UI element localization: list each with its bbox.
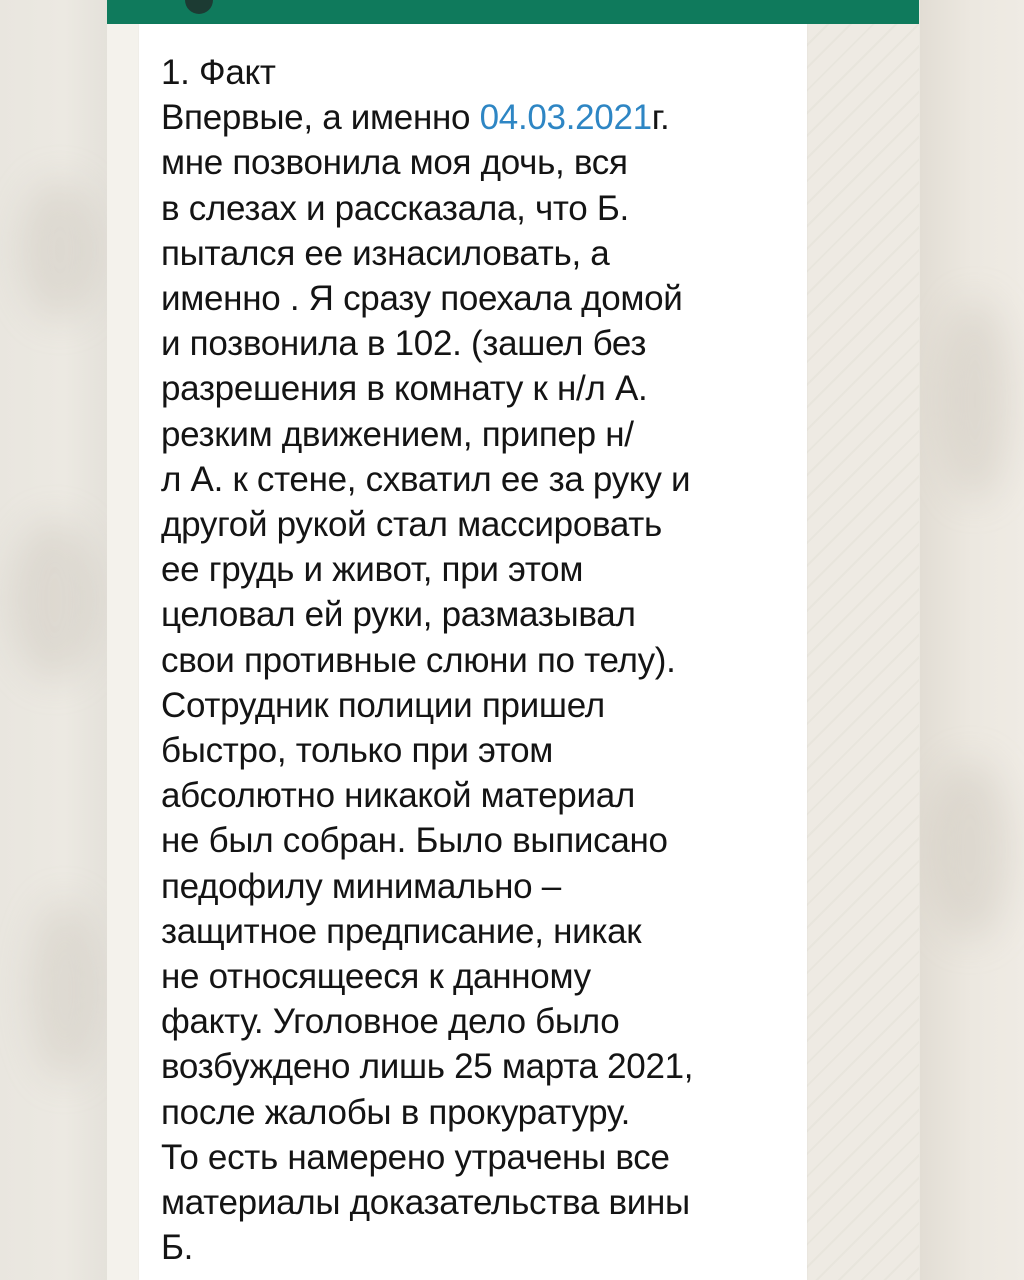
- message-line: быстро, только при этом: [161, 731, 554, 771]
- date-suffix: г.: [651, 98, 670, 138]
- message-line: не был собран. Было выписано: [161, 821, 668, 861]
- message-line: Сотрудник полиции пришел: [161, 685, 605, 725]
- message-line: защитное предписание, никак: [161, 911, 642, 951]
- message-line: То есть намерено утрачены все: [161, 1137, 670, 1177]
- message-line: и позвонила в 102. (зашел без: [161, 324, 647, 364]
- background-blur: [930, 760, 1010, 940]
- message-line: разрешения в комнату к н/л А.: [161, 369, 648, 409]
- message-line: материалы доказательства вины: [161, 1183, 690, 1223]
- message-line: Б.: [161, 1228, 194, 1268]
- chat-wallpaper: [807, 24, 919, 1280]
- message-line: ее грудь и живот, при этом: [161, 550, 584, 590]
- background-blur: [30, 900, 100, 1080]
- avatar[interactable]: [185, 0, 213, 14]
- chat-header-bar: [107, 0, 919, 24]
- message-line: целовал ей руки, размазывал: [161, 595, 636, 635]
- message-line: другой рукой стал массировать: [161, 505, 662, 545]
- message-line: именно . Я сразу поехала домой: [161, 279, 683, 319]
- message-line: резким движением, припер н/: [161, 414, 634, 454]
- message-line: абсолютно никакой материал: [161, 776, 635, 816]
- background-blur: [10, 520, 100, 680]
- message-line: свои противные слюни по телу).: [161, 640, 676, 680]
- background-blur: [940, 300, 1010, 500]
- message-line: после жалобы в прокуратуру.: [161, 1092, 631, 1132]
- message-line: возбуждено лишь 25 марта 2021,: [161, 1047, 694, 1087]
- message-line: не относящееся к данному: [161, 957, 591, 997]
- message-line: [161, 95, 791, 140]
- background-left: [0, 0, 108, 1280]
- message-line: педофилу минимально –: [161, 866, 561, 906]
- phone-screen: [107, 0, 919, 1280]
- background-blur: [20, 180, 100, 320]
- date-link[interactable]: 04.03.2021: [479, 98, 652, 138]
- message-line: в слезах и рассказала, что Б.: [161, 188, 629, 228]
- message-text: [161, 50, 791, 1270]
- message-line-part: Впервые, а именно: [161, 98, 480, 138]
- message-line: л А. к стене, схватил ее за руку и: [161, 459, 691, 499]
- message-line: пытался ее изнасиловать, а: [161, 233, 610, 273]
- message-line: мне позвонила моя дочь, вся: [161, 143, 628, 183]
- message-line: 1. Факт: [161, 53, 276, 92]
- background-right: [920, 0, 1024, 1280]
- message-line: факту. Уголовное дело было: [161, 1002, 620, 1042]
- message-bubble[interactable]: [139, 24, 807, 1280]
